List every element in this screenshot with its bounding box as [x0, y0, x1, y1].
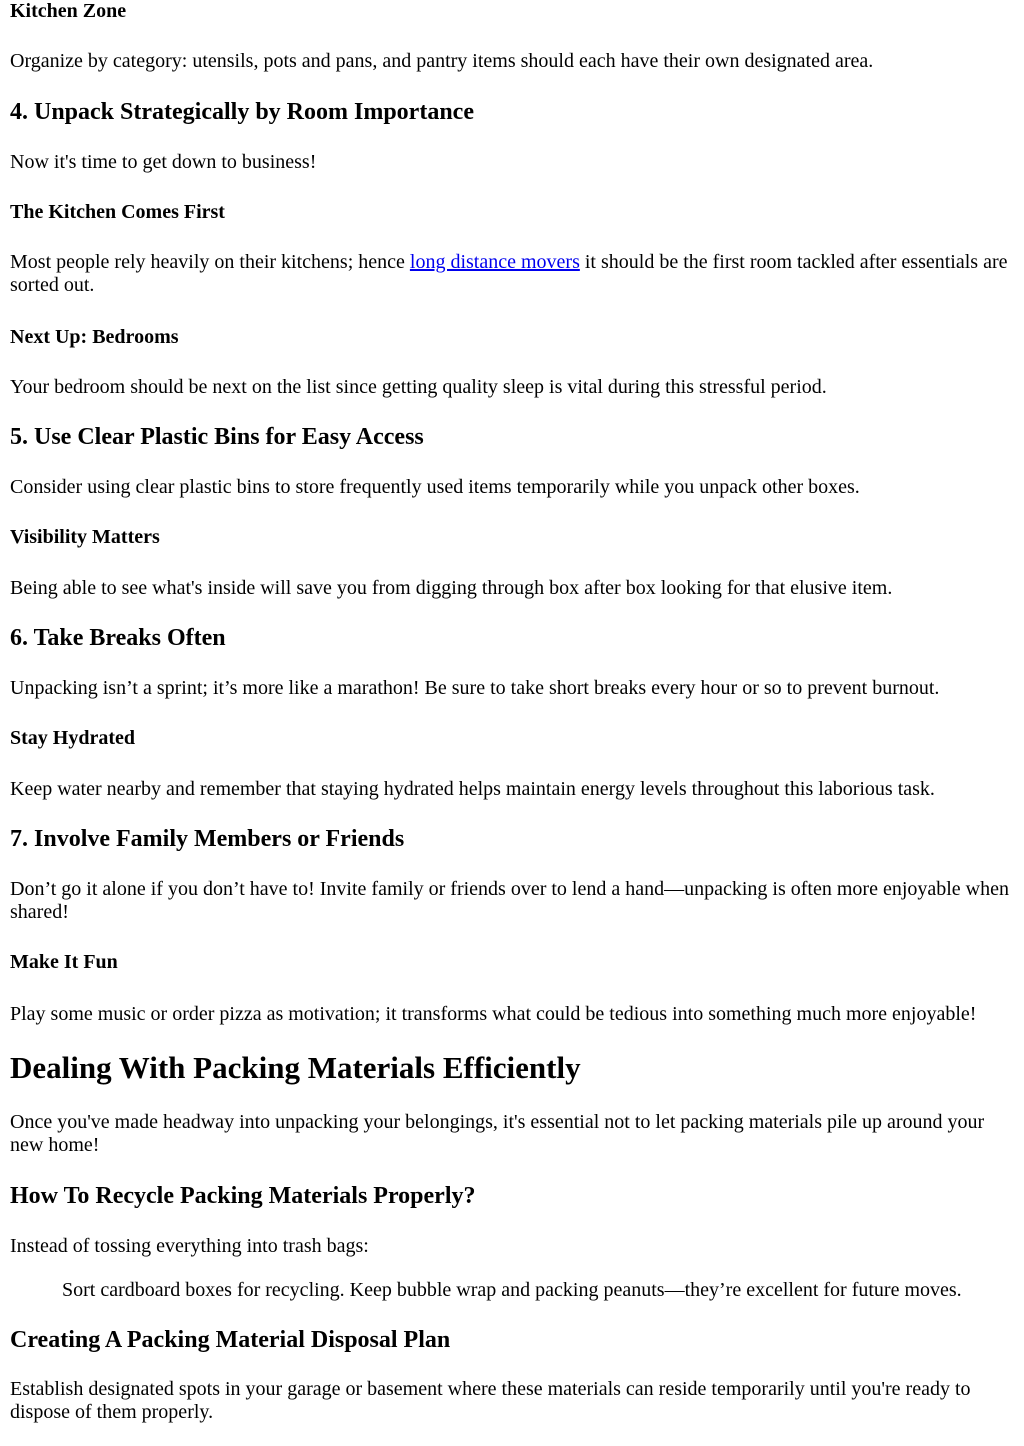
- fun-heading: Make It Fun: [10, 951, 118, 973]
- kitchen-zone-paragraph: Organize by category: utensils, pots and pans, and pantry items should each have their own designated area.: [10, 50, 874, 72]
- recycle-paragraph: Instead of tossing everything into trash bags:: [10, 1235, 369, 1257]
- recycle-heading: How To Recycle Packing Materials Properly?: [10, 1183, 476, 1209]
- disposal-paragraph: Establish designated spots in your garage or basement where these materials can reside temporarily until you're ready to dispose of them properly.: [10, 1378, 971, 1423]
- kitchen-first-heading: The Kitchen Comes First: [10, 201, 225, 223]
- section-6-paragraph: Unpacking isn’t a sprint; it’s more like a marathon! Be sure to take short breaks every hour or so to prevent burnout.: [10, 677, 940, 699]
- hydrated-heading: Stay Hydrated: [10, 727, 135, 749]
- fun-paragraph: Play some music or order pizza as motivation; it transforms what could be tedious into something much more enjoyable!: [10, 1003, 977, 1025]
- visibility-heading: Visibility Matters: [10, 526, 160, 548]
- section-5-heading: 5. Use Clear Plastic Bins for Easy Access: [10, 424, 424, 450]
- long-distance-movers-link[interactable]: long distance movers: [409, 251, 580, 273]
- bedrooms-heading: Next Up: Bedrooms: [10, 326, 179, 348]
- kitchen-first-text-after: it should be the first room tackled after essentials are sorted out.: [10, 251, 1008, 296]
- disposal-heading: Creating A Packing Material Disposal Plan: [10, 1327, 451, 1353]
- hydrated-paragraph: Keep water nearby and remember that staying hydrated helps maintain energy levels throughout this laborious task.: [10, 778, 935, 800]
- kitchen-zone-heading: Kitchen Zone: [10, 0, 127, 22]
- kitchen-first-text-before: Most people rely heavily on their kitchens; hence: [10, 251, 410, 273]
- bedrooms-paragraph: Your bedroom should be next on the list since getting quality sleep is vital during this stressful period.: [10, 376, 827, 398]
- section-7-paragraph: Don’t go it alone if you don’t have to! Invite family or friends over to lend a hand—unpacking is often more enjoyable when shared!: [10, 878, 1010, 923]
- kitchen-first-paragraph: [10, 251, 1014, 297]
- visibility-paragraph: Being able to see what's inside will save you from digging through box after box looking for that elusive item.: [10, 577, 893, 599]
- section-4-paragraph: Now it's time to get down to business!: [10, 151, 317, 173]
- section-5-paragraph: Consider using clear plastic bins to store frequently used items temporarily while you unpack other boxes.: [10, 476, 860, 498]
- packing-materials-heading: Dealing With Packing Materials Efficiently: [10, 1050, 581, 1085]
- packing-materials-paragraph: Once you've made headway into unpacking your belongings, it's essential not to let packing materials pile up around your new home!: [10, 1111, 985, 1156]
- section-7-heading: 7. Involve Family Members or Friends: [10, 826, 405, 852]
- section-6-heading: 6. Take Breaks Often: [10, 625, 226, 651]
- section-4-heading: 4. Unpack Strategically by Room Importance: [10, 99, 474, 125]
- recycle-quote: Sort cardboard boxes for recycling. Keep bubble wrap and packing peanuts—they’re excellent for future moves.: [62, 1279, 962, 1301]
